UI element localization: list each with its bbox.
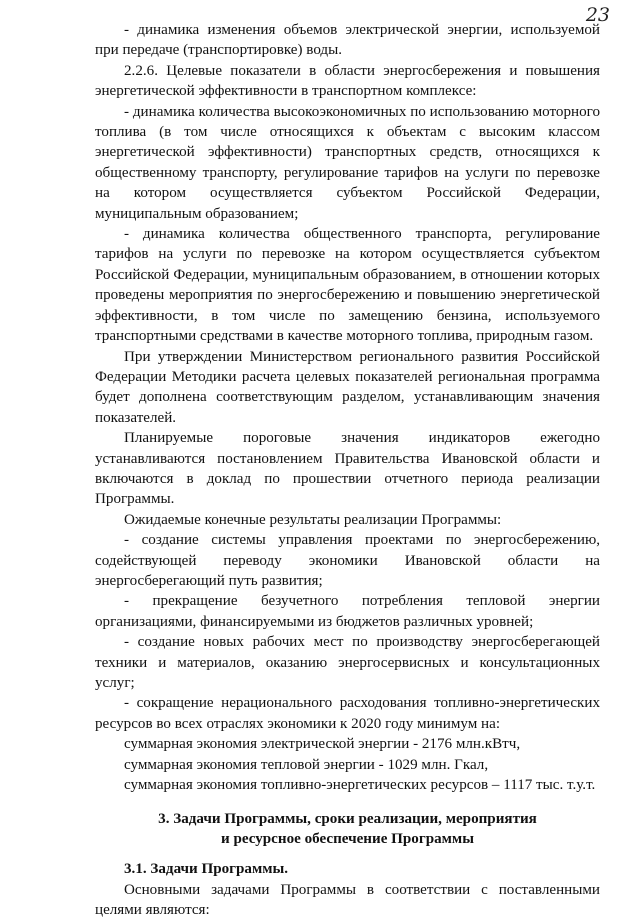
list-item-heat-metering: - прекращение безучетного потребления тепловой энергии организациями, финансируемыми из бюджетов различных уровней; bbox=[95, 593, 600, 630]
section-heading-line2: и ресурсное обеспечение Программы bbox=[220, 831, 474, 848]
savings-fuel: суммарная экономия топливно-энергетических ресурсов – 1117 тыс. т.у.т. bbox=[124, 777, 596, 794]
subsection-text: Основными задачами Программы в соответствии с поставленными целями являются: bbox=[95, 881, 600, 919]
savings-electricity: суммарная экономия электрической энергии - 2176 млн.кВтч, bbox=[124, 736, 521, 753]
document-body bbox=[95, 20, 600, 921]
paragraph-transport-vehicles: - динамика количества высокоэкономичных по использованию моторного топлива (в том числе относящихся к объектам с высоким классом энергетической эффективности) транспортных средств, относящихся к общественному транспорту, регулирование тарифов на услуги по перевозке на котором осуществляется субъектом Российской Федерации, муниципальным образованием; bbox=[95, 103, 600, 222]
paragraph-thresholds: Планируемые пороговые значения индикаторов ежегодно устанавливаются постановлением Правительства Ивановской области и включаются в доклад по прошествии отчетного периода реализации Программы. bbox=[95, 430, 600, 508]
subsection-heading: 3.1. Задачи Программы. bbox=[124, 861, 289, 878]
page-number: 23 bbox=[585, 4, 610, 26]
paragraph-transport-heading: 2.2.6. Целевые показатели в области энергосбережения и повышения энергетической эффективности в транспортном комплексе: bbox=[95, 62, 600, 100]
section-heading-line1: 3. Задачи Программы, сроки реализации, мероприятия bbox=[158, 811, 537, 828]
list-item-project-system: - создание системы управления проектами по энергосбережению, содействующей переводу экономики Ивановской области на энергосберегающий путь развития; bbox=[95, 532, 600, 589]
paragraph-ministry: При утверждении Министерством регионального развития Российской Федерации Методики расчета целевых показателей региональная программа будет дополнена соответствующим разделом, устанавливающим значения показателей. bbox=[95, 348, 600, 426]
section-heading bbox=[95, 809, 600, 849]
paragraph-water-energy: - динамика изменения объемов электрической энергии, используемой при передаче (транспортировке) воды. bbox=[95, 22, 600, 59]
paragraph-expected-results: Ожидаемые конечные результаты реализации Программы: bbox=[124, 511, 502, 528]
list-item-new-jobs: - создание новых рабочих мест по производству энергосберегающей техники и материалов, оказанию энергосервисных и консультационных услуг; bbox=[95, 634, 600, 691]
list-item-resource-reduction: - сокращение нерационального расходования топливно-энергетических ресурсов во всех отраслях экономики к 2020 году минимум на: bbox=[95, 695, 600, 732]
paragraph-public-transport: - динамика количества общественного транспорта, регулирование тарифов на услуги по перевозке на котором осуществляется субъектом Российской Федерации, муниципальным образованием, в отношении которых проведены мероприятия по энергосбережению и повышению энергетической эффективности, в том числе по замещению бензина, используемого транспортными средствами в качестве моторного топлива, природным газом. bbox=[95, 226, 600, 345]
savings-heat: суммарная экономия тепловой энергии - 1029 млн. Гкал, bbox=[124, 756, 489, 773]
